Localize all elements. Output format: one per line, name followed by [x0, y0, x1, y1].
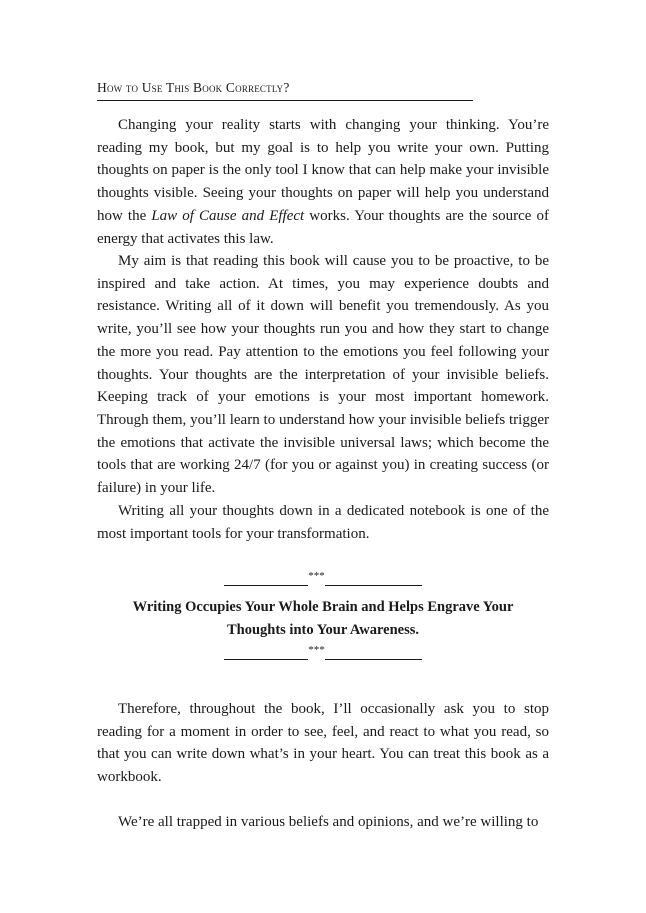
divider-stars: ***	[308, 570, 325, 582]
paragraph-1	[97, 114, 549, 250]
paragraph-2: My aim is that reading this book will cause you to be proactive, to be inspired and take action. At times, you may experience doubts and resistance. Writing all of it down will benefit you tremendously. As you write, you’ll see how your thoughts run you and how they start to change the more you read. Pay attention to the emotions you feel following your thoughts. Your thoughts are the interpretation of your invisible beliefs. Keeping track of your emotions is your most important homework. Through them, you’ll learn to understand how your invisible beliefs trigger the emotions that activate the invisible universal laws; which become the tools that are working 24/7 (for you or against you) in creating success (or failure) in your life.	[97, 253, 549, 497]
divider-stars: ***	[308, 644, 325, 656]
paragraph-4: Therefore, throughout the book, I’ll occasionally ask you to stop reading for a moment in order to see, feel, and react to what you read, so that you can write down what’s in your heart. You can treat this book as a workbook.	[97, 701, 549, 786]
section-divider-top	[97, 570, 549, 586]
section-heading-line-1: Writing Occupies Your Whole Brain and Helps Engrave Your	[132, 599, 514, 615]
running-header: How to Use This Book Correctly?	[97, 79, 473, 101]
paragraph-1-emphasis: Law of Cause and Effect	[151, 207, 305, 224]
section-heading	[97, 596, 549, 642]
divider-rule-right	[325, 647, 422, 660]
paragraph-1-text-b: works. Your thoughts are the source of energy that activates this law.	[97, 207, 549, 247]
divider-rule-right	[325, 573, 422, 586]
divider-rule-left	[224, 573, 308, 586]
paragraph-1-text-a: Changing your reality starts with changing your thinking. You’re reading my book, but my goal is to help you write your own. Putting thoughts on paper is the only tool I know that can help make your invisible thoughts visible. Seeing your thoughts on paper will help you understand how the	[97, 117, 549, 224]
divider-rule-left	[224, 647, 308, 660]
section-heading-line-2: Thoughts into Your Awareness.	[226, 622, 420, 638]
paragraph-3: Writing all your thoughts down in a dedicated notebook is one of the most important tools for your transformation.	[97, 503, 549, 542]
section-divider-bottom	[97, 644, 549, 660]
paragraph-5: We’re all trapped in various beliefs and opinions, and we’re willing to	[118, 814, 539, 830]
